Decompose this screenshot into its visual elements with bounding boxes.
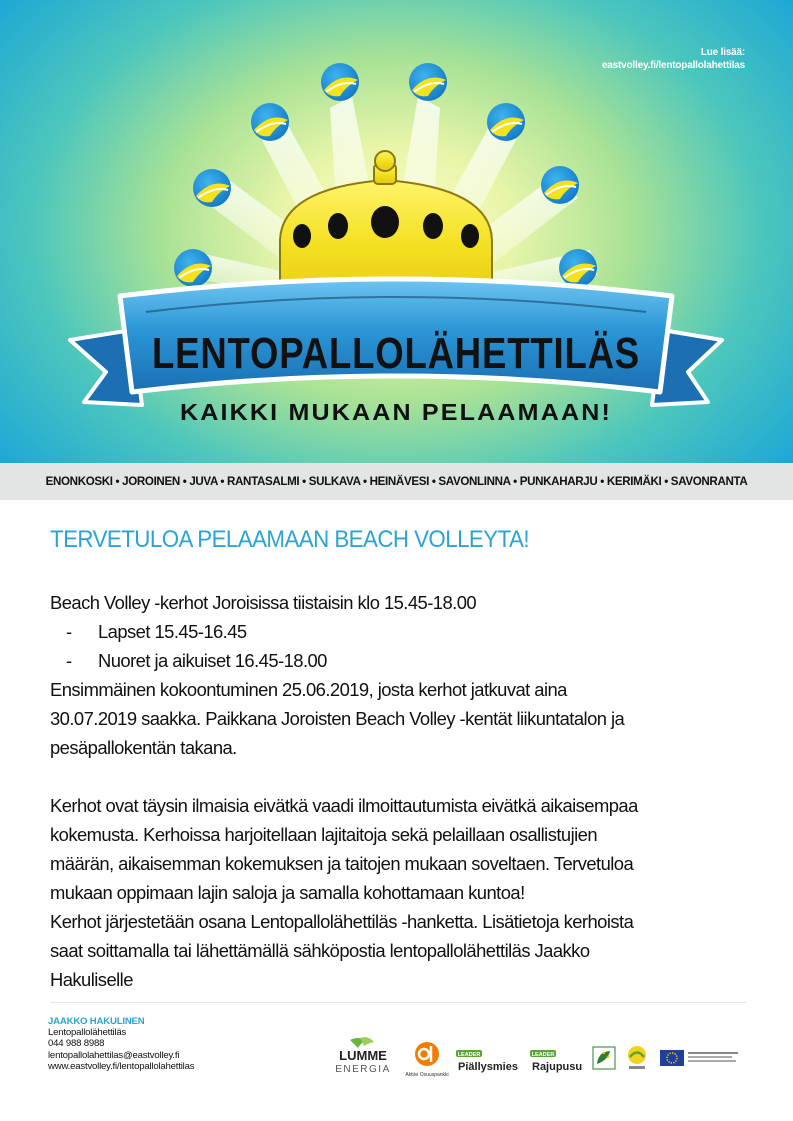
- volleyball-icon: [541, 166, 579, 204]
- banner-title: LENTOPALLOLÄHETTILÄS: [152, 329, 640, 378]
- title-ribbon: [70, 279, 722, 430]
- read-more-label: Lue lisää:: [700, 47, 745, 58]
- contact-website[interactable]: www.eastvolley.fi/lentopallolahettilas: [48, 1060, 195, 1072]
- paragraph-line: kokemusta. Kerhoissa harjoitellaan lajitaitoja sekä pelaillaan osallistujien: [50, 824, 598, 845]
- volleyball-icon: [409, 63, 447, 101]
- paragraph-line: saat soittamalla tai lähettämällä sähköpostia lentopallolähettiläs Jaakko: [50, 940, 590, 961]
- contact-block: [48, 1016, 194, 1072]
- rajupusu-leader-logo: [528, 1048, 584, 1076]
- paragraph-line: pesäpallokentän takana.: [50, 737, 237, 758]
- bullet-dash: -: [66, 621, 72, 642]
- list-item-text: Nuoret ja aikuiset 16.45-18.00: [98, 650, 327, 671]
- contact-phone[interactable]: 044 988 8988: [48, 1038, 105, 1050]
- contact-title: Lentopallolähettiläs: [48, 1027, 127, 1039]
- osuuspankki-logo: [404, 1038, 450, 1082]
- paragraph-line: määrän, aikaisemman kokemuksen ja taitojen mukaan soveltaen. Tervetuloa: [50, 853, 634, 874]
- body-text: [50, 588, 760, 994]
- hero-banner: [0, 0, 793, 463]
- paragraph-line: mukaan oppimaan lajin saloja ja samalla kohottamaan kuntoa!: [50, 882, 525, 903]
- paragraph-line: Kerhot ovat täysin ilmaisia eivätkä vaadi ilmoittautumista eivätkä aikaisempaa: [50, 795, 638, 816]
- banner-slogan: KAIKKI MUKAAN PELAAMAAN!: [180, 399, 612, 425]
- list-item-text: Lapset 15.45-16.45: [98, 621, 247, 642]
- leader-tag: LEADER: [457, 1052, 481, 1058]
- lumme-energia-logo: [330, 1036, 396, 1082]
- towns-list: ENONKOSKI • JOROINEN • JUVA • RANTASALMI • SULKAVA • HEINÄVESI • SAVONLINNA • PUNKAHARJU • KERIMÄKI • SAVONRANTA: [45, 475, 748, 488]
- list-item: [50, 617, 760, 646]
- volleyball-icon: [193, 169, 231, 207]
- eu-flag-icon: [660, 1050, 742, 1070]
- op-name: Aktiivi Osuuspankki: [405, 1072, 449, 1078]
- volleyball-icon: [321, 63, 359, 101]
- volleyball-icon: [559, 249, 597, 287]
- lumme-name: LUMME: [339, 1048, 387, 1063]
- leader-tag: LEADER: [531, 1052, 555, 1058]
- page-headline: TERVETULOA PELAAMAAN BEACH VOLLEYTA!: [50, 526, 529, 553]
- volleyball-icon: [487, 103, 525, 141]
- paragraph-line: Kerhot järjestetään osana Lentopallolähettiläs -hanketta. Lisätietoja kerhoista: [50, 911, 634, 932]
- contact-name: JAAKKO HAKULINEN: [48, 1016, 145, 1027]
- footer-divider: [50, 1002, 746, 1003]
- paragraph-line: 30.07.2019 saakka. Paikkana Joroisten Beach Volley -kentät liikuntatalon ja: [50, 708, 625, 729]
- list-item: [50, 646, 760, 675]
- paragraph-line: Ensimmäinen kokoontuminen 25.06.2019, josta kerhot jatkuvat aina: [50, 679, 567, 700]
- volleyball-icon: [251, 103, 289, 141]
- lumme-sub: ENERGIA: [335, 1064, 391, 1075]
- read-more-link[interactable]: eastvolley.fi/lentopallolahettilas: [601, 60, 745, 71]
- bullet-dash: -: [66, 650, 72, 671]
- schedule-line: Beach Volley -kerhot Joroisissa tiistaisin klo 15.45-18.00: [50, 592, 477, 613]
- eu-leader-emblem-icon: [592, 1046, 616, 1070]
- rajupusu-name: Rajupusu: [532, 1061, 583, 1073]
- volleyball-icon: [174, 249, 212, 287]
- piallysmies-name: Piällysmies: [458, 1061, 518, 1073]
- read-more: [602, 46, 745, 72]
- contact-email[interactable]: lentopallolahettilas@eastvolley.fi: [48, 1049, 180, 1061]
- sponsor-logos: [330, 1036, 750, 1084]
- piallysmies-leader-logo: [454, 1048, 522, 1076]
- rural-development-logo: [624, 1044, 650, 1072]
- towns-bar: [0, 463, 793, 500]
- paragraph-line: Hakuliselle: [50, 969, 133, 990]
